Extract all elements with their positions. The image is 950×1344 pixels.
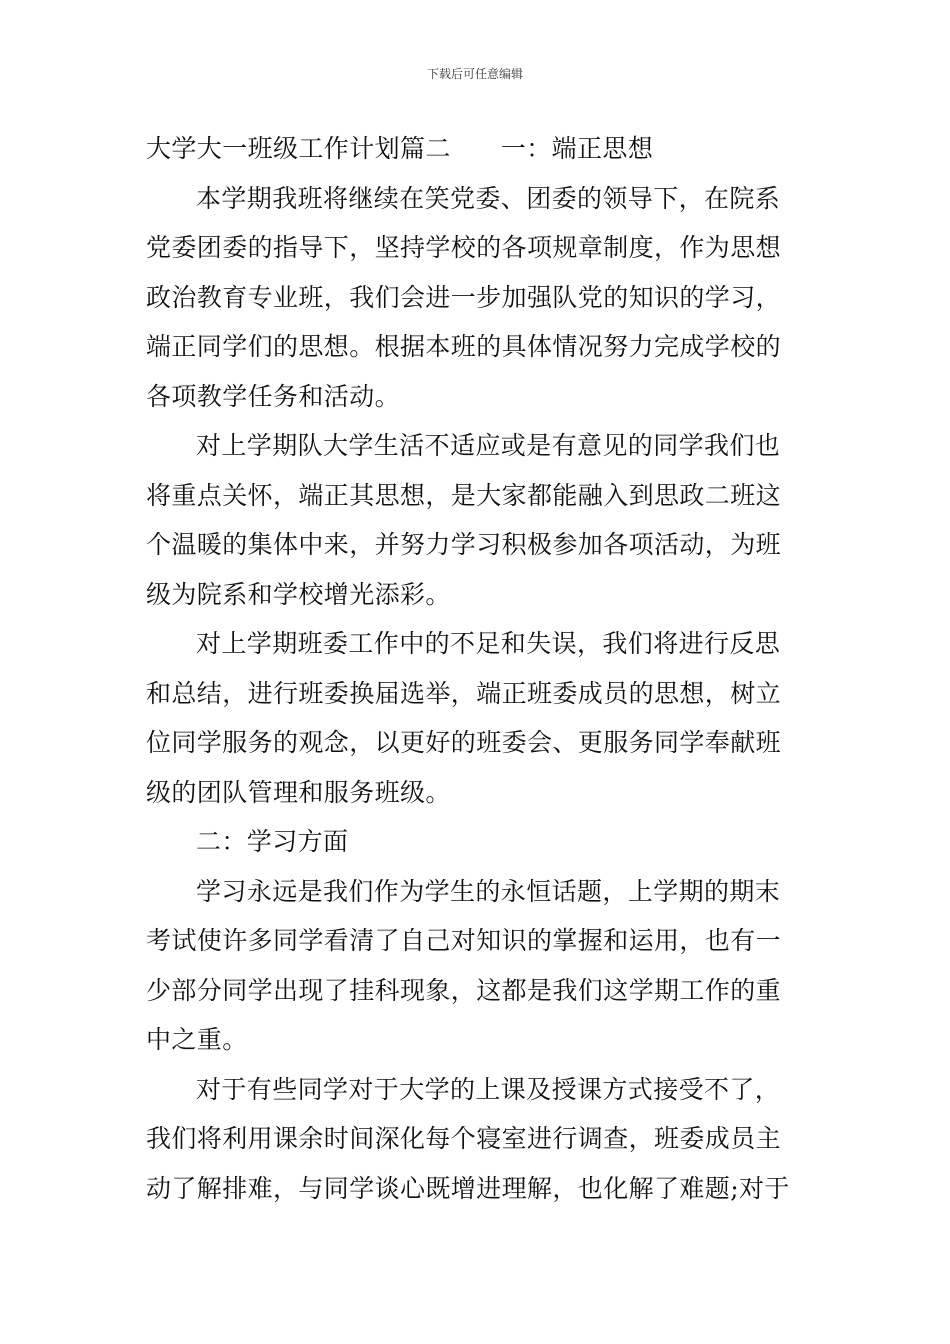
title-line [146,124,810,174]
paragraph-line: 将重点关怀，端正其思想，是大家都能融入到思政二班这 [146,480,782,510]
paragraph-line: 学习永远是我们作为学生的永恒话题，上学期的期末 [196,876,781,906]
section-heading-2: 二：学习方面 [196,827,349,856]
paragraph-line: 对于有些同学对于大学的上课及授课方式接受不了， [196,1074,781,1104]
paragraph-line: 各项教学任务和活动。 [146,381,401,411]
paragraph-line: 级为院系和学校增光添彩。 [146,579,451,609]
paragraph-line: 考试使许多同学看清了自己对知识的掌握和运用，也有一 [146,926,782,955]
section-heading-1: 一：端正思想 [500,134,654,163]
paragraph-line: 位同学服务的观念，以更好的班委会、更服务同学奉献班 [146,728,782,757]
paragraph-line: 端正同学们的思想。根据本班的具体情况努力完成学校的 [146,332,782,361]
paragraph-line: 级的团队管理和服务班级。 [146,777,451,807]
paragraph-line: 对上学期队大学生活不适应或是有意见的同学我们也 [196,431,781,460]
paragraph-line: 个温暖的集体中来，并努力学习积极参加各项活动，为班 [146,530,782,559]
paragraph-line: 动了解排难，与同学谈心既增进理解，也化解了难题;对于 [146,1173,790,1203]
paragraph-line: 本学期我班将继续在笑党委、团委的领导下，在院系 [196,183,781,213]
page-header: 下载后可任意编辑 [426,67,523,81]
paragraph-line: 少部分同学出现了挂科现象，这都是我们这学期工作的重 [146,975,782,1005]
document-body [146,124,810,1213]
paragraph-line: 政治教育专业班，我们会进一步加强队党的知识的学习， [146,282,782,312]
paragraph-line: 党委团委的指导下，坚持学校的各项规章制度，作为思想 [146,233,782,262]
document-title: 大学大一班级工作计划篇二 [146,134,451,163]
paragraph-line: 对上学期班委工作中的不足和失误，我们将进行反思 [196,629,781,658]
paragraph-line: 中之重。 [146,1025,248,1054]
paragraph-line: 我们将利用课余时间深化每个寝室进行调查，班委成员主 [146,1124,782,1153]
paragraph-line: 和总结，进行班委换届选举，端正班委成员的思想，树立 [146,678,782,708]
